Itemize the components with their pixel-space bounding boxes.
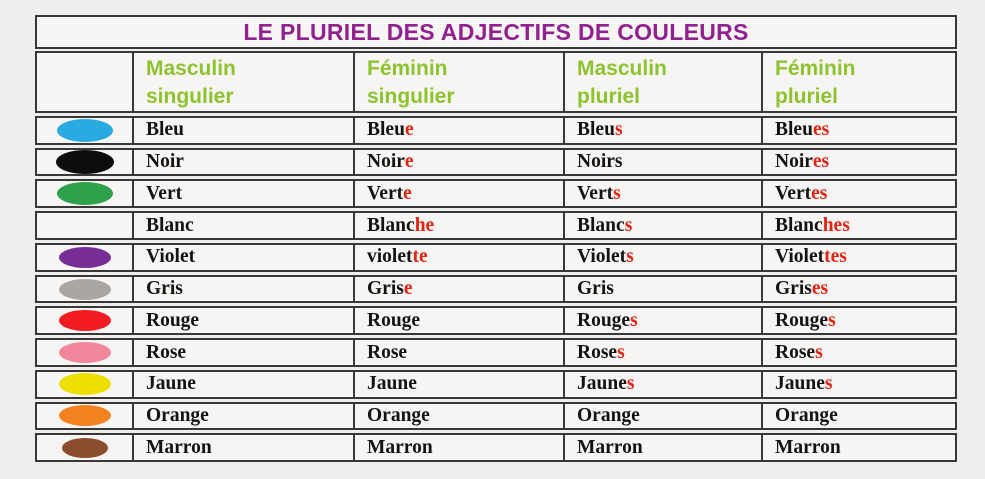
word-cell-feminin-singulier [353, 213, 563, 238]
word-base: Rose [367, 341, 408, 363]
word-base: Bleu [146, 119, 184, 141]
word-ending: te [412, 246, 428, 268]
color-adjectives-table [35, 15, 957, 462]
word-base: Jaune [367, 373, 417, 395]
word-base: Orange [146, 404, 209, 426]
word-ending: e [404, 151, 414, 173]
color-swatch-cell-jaune [37, 372, 132, 397]
word-base: Marron [775, 436, 841, 458]
word-base: Bleu [775, 119, 813, 141]
word-base: Jaune [775, 373, 825, 395]
word-ending: s [626, 373, 635, 395]
word-ending: s [815, 341, 823, 363]
header-feminin-singulier [353, 53, 563, 111]
word-base: Orange [367, 404, 430, 426]
word-base: Violet [577, 246, 627, 268]
word-ending: he [414, 214, 435, 236]
word-cell-feminin-singulier [353, 372, 563, 397]
word-cell-feminin-pluriel [761, 340, 947, 365]
header-line: singulier [146, 85, 234, 108]
header-line: pluriel [577, 85, 641, 108]
word-base: Rouge [367, 309, 421, 331]
color-swatch-jaune [59, 373, 111, 395]
word-cell-feminin-pluriel [761, 213, 947, 238]
word-ending: es [811, 278, 829, 300]
word-ending: es [812, 119, 830, 141]
word-cell-feminin-singulier [353, 245, 563, 270]
word-ending: s [626, 246, 634, 268]
word-cell-feminin-singulier [353, 435, 563, 460]
word-cell-masculin-pluriel [563, 213, 761, 238]
word-base: Rose [146, 341, 187, 363]
word-cell-masculin-singulier [132, 245, 353, 270]
word-cell-masculin-singulier [132, 372, 353, 397]
word-base: Violet [775, 246, 825, 268]
word-cell-masculin-pluriel [563, 150, 761, 175]
word-base: Gris [775, 278, 812, 300]
color-swatch-gris [59, 279, 111, 300]
word-base: Noir [775, 151, 813, 173]
word-cell-masculin-pluriel [563, 118, 761, 143]
word-ending: s [614, 119, 623, 141]
color-swatch-rouge [59, 310, 111, 331]
header-feminin-pluriel [761, 53, 947, 111]
word-cell-feminin-singulier [353, 118, 563, 143]
header-line: Masculin [146, 57, 236, 80]
word-base: Gris [367, 278, 404, 300]
word-cell-masculin-pluriel [563, 277, 761, 302]
table-row [35, 211, 957, 240]
word-ending: s [617, 341, 625, 363]
word-base: Marron [577, 436, 643, 458]
word-cell-feminin-pluriel [761, 404, 947, 429]
word-ending: e [403, 278, 413, 300]
word-cell-feminin-singulier [353, 181, 563, 206]
word-base: Rouge [775, 309, 829, 331]
word-base: Noir [367, 151, 405, 173]
word-base: Rouge [146, 309, 200, 331]
header-line: Féminin [775, 57, 856, 80]
table-row [35, 275, 957, 304]
header-masculin-singulier [132, 53, 353, 111]
word-base: violet [367, 246, 413, 268]
color-swatch-cell-violet [37, 245, 132, 270]
word-base: Vert [146, 182, 183, 204]
word-ending: hes [822, 214, 850, 236]
word-base: Orange [577, 404, 640, 426]
table-title-row [35, 15, 957, 49]
word-cell-masculin-singulier [132, 404, 353, 429]
table-header-row [35, 51, 957, 113]
color-swatch-cell-vert [37, 181, 132, 206]
word-base: Vert [367, 182, 404, 204]
word-base: Bleu [577, 119, 615, 141]
color-swatch-cell-noir [37, 150, 132, 175]
color-swatch-vert [57, 182, 113, 205]
word-cell-feminin-singulier [353, 150, 563, 175]
color-swatch-violet [59, 247, 111, 268]
word-base: Bleu [367, 119, 405, 141]
word-base: Jaune [146, 373, 196, 395]
page-title: LE PLURIEL DES ADJECTIFS DE COULEURS [243, 18, 749, 45]
table-row [35, 179, 957, 208]
word-base: Rose [577, 341, 618, 363]
word-cell-masculin-singulier [132, 150, 353, 175]
color-swatch-noir [56, 150, 114, 174]
word-base: Blanc [775, 214, 823, 236]
word-cell-masculin-singulier [132, 277, 353, 302]
word-ending: es [812, 151, 830, 173]
word-ending: tes [824, 246, 847, 268]
word-base: Marron [367, 436, 433, 458]
word-base: Rose [775, 341, 816, 363]
color-swatch-orange [59, 405, 111, 426]
table-row [35, 306, 957, 335]
word-cell-feminin-pluriel [761, 181, 947, 206]
word-cell-masculin-pluriel [563, 372, 761, 397]
word-cell-feminin-pluriel [761, 372, 947, 397]
color-swatch-cell-rouge [37, 308, 132, 333]
color-swatch-cell-orange [37, 404, 132, 429]
word-base: Noir [146, 151, 184, 173]
word-cell-feminin-singulier [353, 277, 563, 302]
header-cell-empty [37, 53, 132, 111]
color-swatch-rose [59, 342, 111, 363]
word-base: Blanc [367, 214, 415, 236]
header-line: pluriel [775, 85, 839, 108]
word-cell-masculin-pluriel [563, 245, 761, 270]
word-base: Rouge [577, 309, 631, 331]
word-base: Marron [146, 436, 212, 458]
color-swatch-cell-empty [37, 213, 132, 238]
word-base: Blanc [146, 214, 194, 236]
color-swatch-cell-rose [37, 340, 132, 365]
header-line: singulier [367, 85, 455, 108]
word-ending: es [811, 182, 828, 204]
word-base: Noirs [577, 151, 623, 173]
word-base: Gris [577, 278, 614, 300]
table-row [35, 243, 957, 272]
table-row [35, 116, 957, 145]
table-row [35, 402, 957, 431]
word-cell-masculin-singulier [132, 118, 353, 143]
color-swatch-marron [62, 438, 108, 458]
word-cell-masculin-pluriel [563, 404, 761, 429]
color-swatch-cell-gris [37, 277, 132, 302]
word-ending: s [828, 309, 836, 331]
word-cell-masculin-singulier [132, 340, 353, 365]
color-swatch-bleu [57, 119, 113, 142]
word-base: Orange [775, 404, 838, 426]
word-cell-masculin-pluriel [563, 340, 761, 365]
word-cell-feminin-pluriel [761, 150, 947, 175]
word-cell-masculin-pluriel [563, 435, 761, 460]
word-base: Blanc [577, 214, 625, 236]
word-cell-masculin-singulier [132, 435, 353, 460]
word-base: Vert [577, 182, 614, 204]
word-cell-feminin-singulier [353, 404, 563, 429]
table-row [35, 433, 957, 462]
table-row [35, 148, 957, 177]
word-cell-feminin-pluriel [761, 308, 947, 333]
word-ending: s [824, 373, 833, 395]
header-masculin-pluriel [563, 53, 761, 111]
word-cell-feminin-pluriel [761, 435, 947, 460]
word-cell-feminin-pluriel [761, 277, 947, 302]
word-cell-masculin-singulier [132, 181, 353, 206]
word-ending: s [630, 309, 638, 331]
color-swatch-cell-marron [37, 435, 132, 460]
word-cell-feminin-singulier [353, 340, 563, 365]
word-ending: s [613, 182, 621, 204]
word-cell-feminin-pluriel [761, 245, 947, 270]
header-line: Féminin [367, 57, 448, 80]
word-cell-masculin-singulier [132, 308, 353, 333]
word-ending: e [404, 119, 414, 141]
word-cell-masculin-pluriel [563, 181, 761, 206]
table-row [35, 370, 957, 399]
header-line: Masculin [577, 57, 667, 80]
word-cell-feminin-pluriel [761, 118, 947, 143]
word-ending: e [403, 182, 412, 204]
word-cell-feminin-singulier [353, 308, 563, 333]
table-body [35, 116, 957, 462]
word-ending: s [624, 214, 633, 236]
word-base: Gris [146, 278, 183, 300]
word-cell-masculin-pluriel [563, 308, 761, 333]
word-base: Violet [146, 246, 196, 268]
word-base: Jaune [577, 373, 627, 395]
table-row [35, 338, 957, 367]
word-cell-masculin-singulier [132, 213, 353, 238]
word-base: Vert [775, 182, 812, 204]
color-swatch-cell-bleu [37, 118, 132, 143]
